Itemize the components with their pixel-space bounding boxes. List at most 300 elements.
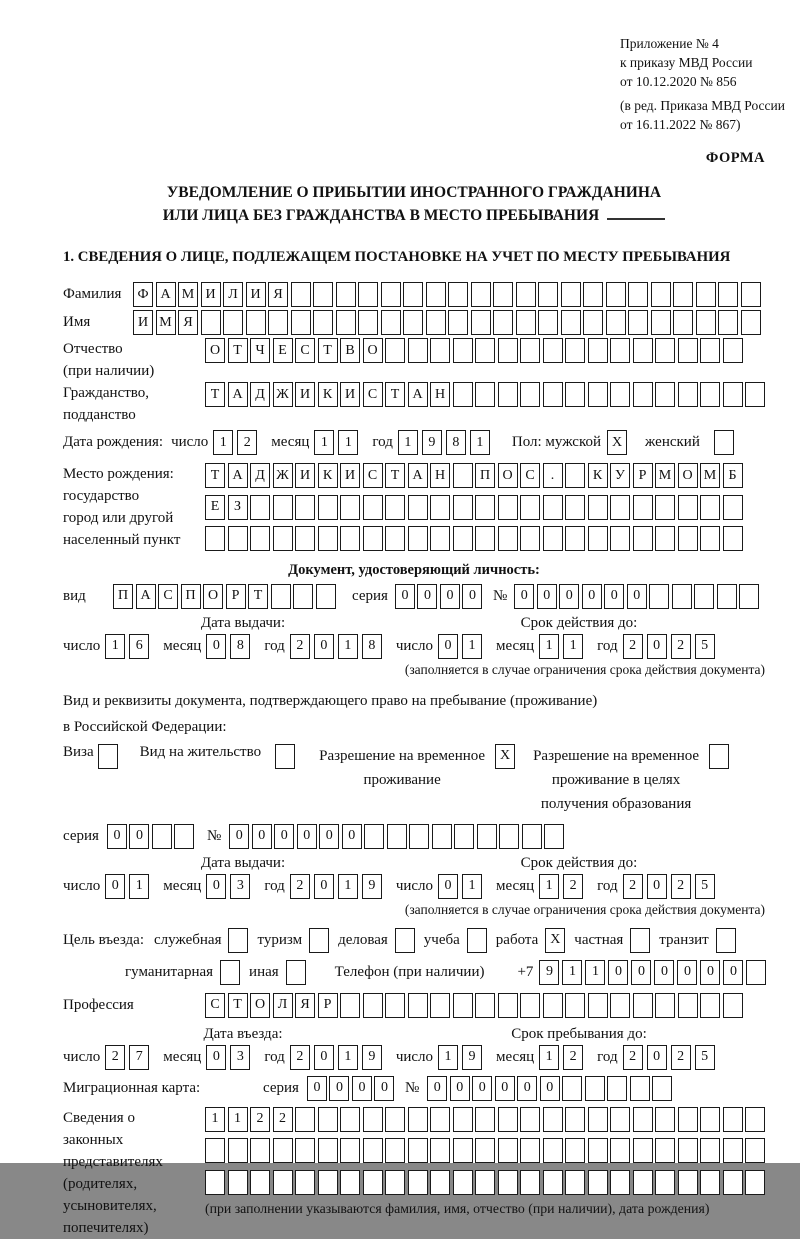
- char-cell[interactable]: [475, 1107, 495, 1132]
- char-cell[interactable]: [588, 526, 608, 551]
- char-cell[interactable]: Л: [223, 282, 243, 307]
- char-cell[interactable]: 2: [105, 1045, 125, 1070]
- char-cell[interactable]: [655, 1138, 675, 1163]
- char-cell[interactable]: [565, 338, 585, 363]
- char-cell[interactable]: 0: [604, 584, 624, 609]
- char-cell[interactable]: [453, 1170, 473, 1195]
- char-cell[interactable]: [520, 526, 540, 551]
- char-cell[interactable]: [543, 495, 563, 520]
- char-cell[interactable]: [228, 526, 248, 551]
- purpose-tourism-checkbox[interactable]: [309, 928, 329, 953]
- char-cell[interactable]: [295, 1170, 315, 1195]
- char-cell[interactable]: [430, 526, 450, 551]
- char-cell[interactable]: 0: [314, 874, 334, 899]
- char-cell[interactable]: С: [363, 382, 383, 407]
- char-cell[interactable]: 0: [700, 960, 720, 985]
- char-cell[interactable]: [520, 993, 540, 1018]
- char-cell[interactable]: Ф: [133, 282, 153, 307]
- char-cell[interactable]: Т: [228, 993, 248, 1018]
- sex-male-checkbox[interactable]: X: [607, 430, 627, 455]
- char-cell[interactable]: [498, 382, 518, 407]
- char-cell[interactable]: [633, 1138, 653, 1163]
- char-cell[interactable]: [387, 824, 407, 849]
- char-cell[interactable]: [633, 495, 653, 520]
- char-cell[interactable]: [633, 993, 653, 1018]
- char-cell[interactable]: 0: [450, 1076, 470, 1101]
- char-cell[interactable]: Р: [633, 463, 653, 488]
- char-cell[interactable]: 0: [440, 584, 460, 609]
- char-cell[interactable]: [475, 495, 495, 520]
- char-cell[interactable]: Т: [385, 463, 405, 488]
- char-cell[interactable]: К: [318, 463, 338, 488]
- char-cell[interactable]: [543, 1107, 563, 1132]
- char-cell[interactable]: [273, 495, 293, 520]
- char-cell[interactable]: [408, 1170, 428, 1195]
- char-cell[interactable]: П: [113, 584, 133, 609]
- char-cell[interactable]: [700, 1107, 720, 1132]
- char-cell[interactable]: [291, 282, 311, 307]
- char-cell[interactable]: [498, 338, 518, 363]
- char-cell[interactable]: [678, 526, 698, 551]
- char-cell[interactable]: 2: [563, 1045, 583, 1070]
- char-cell[interactable]: 2: [290, 634, 310, 659]
- purpose-official-checkbox[interactable]: [228, 928, 248, 953]
- char-cell[interactable]: 0: [307, 1076, 327, 1101]
- char-cell[interactable]: 0: [129, 824, 149, 849]
- char-cell[interactable]: [340, 1170, 360, 1195]
- char-cell[interactable]: 1: [129, 874, 149, 899]
- char-cell[interactable]: [430, 993, 450, 1018]
- char-cell[interactable]: Е: [205, 495, 225, 520]
- char-cell[interactable]: 0: [647, 874, 667, 899]
- char-cell[interactable]: [340, 526, 360, 551]
- char-cell[interactable]: А: [408, 382, 428, 407]
- char-cell[interactable]: [520, 1107, 540, 1132]
- char-cell[interactable]: 1: [338, 430, 358, 455]
- char-cell[interactable]: [453, 1107, 473, 1132]
- char-cell[interactable]: Д: [250, 382, 270, 407]
- char-cell[interactable]: [454, 824, 474, 849]
- char-cell[interactable]: 5: [695, 1045, 715, 1070]
- char-cell[interactable]: [408, 1138, 428, 1163]
- char-cell[interactable]: [543, 382, 563, 407]
- char-cell[interactable]: [696, 282, 716, 307]
- char-cell[interactable]: 0: [582, 584, 602, 609]
- char-cell[interactable]: [655, 1107, 675, 1132]
- char-cell[interactable]: 0: [297, 824, 317, 849]
- char-cell[interactable]: [336, 310, 356, 335]
- char-cell[interactable]: [585, 1076, 605, 1101]
- char-cell[interactable]: [152, 824, 172, 849]
- char-cell[interactable]: 1: [539, 874, 559, 899]
- char-cell[interactable]: [453, 338, 473, 363]
- char-cell[interactable]: 2: [623, 874, 643, 899]
- char-cell[interactable]: И: [340, 382, 360, 407]
- char-cell[interactable]: С: [205, 993, 225, 1018]
- char-cell[interactable]: 0: [427, 1076, 447, 1101]
- char-cell[interactable]: 2: [671, 874, 691, 899]
- char-cell[interactable]: 0: [107, 824, 127, 849]
- char-cell[interactable]: Н: [430, 463, 450, 488]
- char-cell[interactable]: [295, 495, 315, 520]
- char-cell[interactable]: [588, 495, 608, 520]
- char-cell[interactable]: [543, 526, 563, 551]
- char-cell[interactable]: 0: [329, 1076, 349, 1101]
- char-cell[interactable]: [700, 495, 720, 520]
- char-cell[interactable]: Е: [273, 338, 293, 363]
- char-cell[interactable]: [385, 1170, 405, 1195]
- char-cell[interactable]: [475, 338, 495, 363]
- char-cell[interactable]: [565, 993, 585, 1018]
- char-cell[interactable]: 0: [559, 584, 579, 609]
- char-cell[interactable]: Т: [248, 584, 268, 609]
- char-cell[interactable]: [520, 495, 540, 520]
- sex-female-checkbox[interactable]: [714, 430, 734, 455]
- char-cell[interactable]: [453, 993, 473, 1018]
- char-cell[interactable]: Т: [205, 382, 225, 407]
- char-cell[interactable]: 9: [362, 874, 382, 899]
- char-cell[interactable]: [678, 495, 698, 520]
- char-cell[interactable]: [250, 495, 270, 520]
- char-cell[interactable]: О: [678, 463, 698, 488]
- char-cell[interactable]: [561, 310, 581, 335]
- char-cell[interactable]: [565, 1138, 585, 1163]
- char-cell[interactable]: 0: [627, 584, 647, 609]
- char-cell[interactable]: [340, 495, 360, 520]
- char-cell[interactable]: 0: [274, 824, 294, 849]
- char-cell[interactable]: [499, 824, 519, 849]
- char-cell[interactable]: С: [520, 463, 540, 488]
- char-cell[interactable]: [588, 993, 608, 1018]
- char-cell[interactable]: [223, 310, 243, 335]
- char-cell[interactable]: С: [363, 463, 383, 488]
- char-cell[interactable]: [408, 1107, 428, 1132]
- char-cell[interactable]: [493, 282, 513, 307]
- char-cell[interactable]: 2: [563, 874, 583, 899]
- char-cell[interactable]: [313, 282, 333, 307]
- char-cell[interactable]: 0: [352, 1076, 372, 1101]
- char-cell[interactable]: О: [363, 338, 383, 363]
- char-cell[interactable]: [610, 993, 630, 1018]
- char-cell[interactable]: Л: [273, 993, 293, 1018]
- char-cell[interactable]: Я: [178, 310, 198, 335]
- char-cell[interactable]: 9: [539, 960, 559, 985]
- char-cell[interactable]: [340, 1107, 360, 1132]
- char-cell[interactable]: [745, 1107, 765, 1132]
- char-cell[interactable]: [174, 824, 194, 849]
- char-cell[interactable]: [363, 1138, 383, 1163]
- char-cell[interactable]: [606, 310, 626, 335]
- char-cell[interactable]: [628, 282, 648, 307]
- char-cell[interactable]: 9: [362, 1045, 382, 1070]
- char-cell[interactable]: [633, 382, 653, 407]
- char-cell[interactable]: [520, 338, 540, 363]
- char-cell[interactable]: 1: [338, 874, 358, 899]
- char-cell[interactable]: [700, 993, 720, 1018]
- char-cell[interactable]: [340, 993, 360, 1018]
- char-cell[interactable]: [543, 338, 563, 363]
- char-cell[interactable]: [493, 310, 513, 335]
- char-cell[interactable]: [588, 1107, 608, 1132]
- char-cell[interactable]: .: [543, 463, 563, 488]
- char-cell[interactable]: [313, 310, 333, 335]
- char-cell[interactable]: [318, 1107, 338, 1132]
- char-cell[interactable]: [520, 1170, 540, 1195]
- char-cell[interactable]: А: [228, 382, 248, 407]
- char-cell[interactable]: [363, 495, 383, 520]
- char-cell[interactable]: 3: [230, 874, 250, 899]
- char-cell[interactable]: [318, 1170, 338, 1195]
- char-cell[interactable]: [363, 993, 383, 1018]
- char-cell[interactable]: [655, 526, 675, 551]
- char-cell[interactable]: З: [228, 495, 248, 520]
- char-cell[interactable]: И: [201, 282, 221, 307]
- char-cell[interactable]: [363, 1107, 383, 1132]
- char-cell[interactable]: [385, 495, 405, 520]
- char-cell[interactable]: [318, 495, 338, 520]
- char-cell[interactable]: [633, 1170, 653, 1195]
- char-cell[interactable]: [498, 1138, 518, 1163]
- char-cell[interactable]: 0: [495, 1076, 515, 1101]
- char-cell[interactable]: [475, 993, 495, 1018]
- char-cell[interactable]: [588, 338, 608, 363]
- char-cell[interactable]: П: [181, 584, 201, 609]
- char-cell[interactable]: 0: [229, 824, 249, 849]
- char-cell[interactable]: [723, 1170, 743, 1195]
- char-cell[interactable]: [228, 1138, 248, 1163]
- char-cell[interactable]: М: [156, 310, 176, 335]
- char-cell[interactable]: Н: [430, 382, 450, 407]
- char-cell[interactable]: [739, 584, 759, 609]
- char-cell[interactable]: 0: [342, 824, 362, 849]
- char-cell[interactable]: 0: [723, 960, 743, 985]
- char-cell[interactable]: 2: [623, 1045, 643, 1070]
- char-cell[interactable]: О: [203, 584, 223, 609]
- char-cell[interactable]: М: [178, 282, 198, 307]
- char-cell[interactable]: [475, 382, 495, 407]
- char-cell[interactable]: 0: [252, 824, 272, 849]
- char-cell[interactable]: [475, 1138, 495, 1163]
- char-cell[interactable]: [610, 1170, 630, 1195]
- char-cell[interactable]: [498, 526, 518, 551]
- char-cell[interactable]: К: [318, 382, 338, 407]
- char-cell[interactable]: [448, 310, 468, 335]
- char-cell[interactable]: [543, 1138, 563, 1163]
- char-cell[interactable]: [246, 310, 266, 335]
- char-cell[interactable]: [273, 1170, 293, 1195]
- char-cell[interactable]: [385, 993, 405, 1018]
- char-cell[interactable]: [565, 382, 585, 407]
- char-cell[interactable]: Ж: [273, 382, 293, 407]
- char-cell[interactable]: [408, 495, 428, 520]
- char-cell[interactable]: Т: [228, 338, 248, 363]
- char-cell[interactable]: [745, 382, 765, 407]
- char-cell[interactable]: [358, 282, 378, 307]
- char-cell[interactable]: [723, 382, 743, 407]
- char-cell[interactable]: 8: [446, 430, 466, 455]
- char-cell[interactable]: [633, 526, 653, 551]
- char-cell[interactable]: [471, 282, 491, 307]
- char-cell[interactable]: 0: [540, 1076, 560, 1101]
- char-cell[interactable]: [471, 310, 491, 335]
- char-cell[interactable]: 0: [462, 584, 482, 609]
- char-cell[interactable]: С: [158, 584, 178, 609]
- char-cell[interactable]: [291, 310, 311, 335]
- purpose-study-checkbox[interactable]: [467, 928, 487, 953]
- char-cell[interactable]: 1: [205, 1107, 225, 1132]
- char-cell[interactable]: [403, 282, 423, 307]
- char-cell[interactable]: [610, 1107, 630, 1132]
- char-cell[interactable]: [565, 463, 585, 488]
- char-cell[interactable]: И: [133, 310, 153, 335]
- char-cell[interactable]: 0: [395, 584, 415, 609]
- char-cell[interactable]: [700, 382, 720, 407]
- char-cell[interactable]: [201, 310, 221, 335]
- char-cell[interactable]: 0: [647, 634, 667, 659]
- char-cell[interactable]: В: [340, 338, 360, 363]
- char-cell[interactable]: [318, 526, 338, 551]
- char-cell[interactable]: [672, 584, 692, 609]
- char-cell[interactable]: [453, 1138, 473, 1163]
- char-cell[interactable]: А: [228, 463, 248, 488]
- char-cell[interactable]: [453, 495, 473, 520]
- char-cell[interactable]: У: [610, 463, 630, 488]
- residence-permit-checkbox[interactable]: [275, 744, 295, 769]
- char-cell[interactable]: [588, 382, 608, 407]
- char-cell[interactable]: [228, 1170, 248, 1195]
- char-cell[interactable]: 0: [647, 1045, 667, 1070]
- char-cell[interactable]: [717, 584, 737, 609]
- char-cell[interactable]: 2: [290, 1045, 310, 1070]
- char-cell[interactable]: 1: [539, 1045, 559, 1070]
- char-cell[interactable]: [588, 1138, 608, 1163]
- char-cell[interactable]: Д: [250, 463, 270, 488]
- char-cell[interactable]: [538, 310, 558, 335]
- char-cell[interactable]: 1: [462, 874, 482, 899]
- char-cell[interactable]: [408, 338, 428, 363]
- char-cell[interactable]: Я: [295, 993, 315, 1018]
- char-cell[interactable]: [408, 993, 428, 1018]
- char-cell[interactable]: [700, 1138, 720, 1163]
- char-cell[interactable]: [723, 1107, 743, 1132]
- char-cell[interactable]: 1: [338, 634, 358, 659]
- char-cell[interactable]: 0: [314, 634, 334, 659]
- char-cell[interactable]: 0: [537, 584, 557, 609]
- char-cell[interactable]: [588, 1170, 608, 1195]
- char-cell[interactable]: [561, 282, 581, 307]
- char-cell[interactable]: [336, 282, 356, 307]
- char-cell[interactable]: 1: [562, 960, 582, 985]
- char-cell[interactable]: [522, 824, 542, 849]
- char-cell[interactable]: [700, 338, 720, 363]
- char-cell[interactable]: [448, 282, 468, 307]
- char-cell[interactable]: [516, 282, 536, 307]
- char-cell[interactable]: [477, 824, 497, 849]
- char-cell[interactable]: [544, 824, 564, 849]
- char-cell[interactable]: А: [408, 463, 428, 488]
- char-cell[interactable]: [607, 1076, 627, 1101]
- char-cell[interactable]: [381, 282, 401, 307]
- char-cell[interactable]: [403, 310, 423, 335]
- char-cell[interactable]: [205, 1170, 225, 1195]
- char-cell[interactable]: М: [655, 463, 675, 488]
- char-cell[interactable]: 2: [623, 634, 643, 659]
- char-cell[interactable]: [430, 495, 450, 520]
- char-cell[interactable]: [633, 1107, 653, 1132]
- char-cell[interactable]: [565, 1107, 585, 1132]
- char-cell[interactable]: 1: [438, 1045, 458, 1070]
- char-cell[interactable]: [385, 526, 405, 551]
- char-cell[interactable]: 2: [273, 1107, 293, 1132]
- char-cell[interactable]: [723, 338, 743, 363]
- char-cell[interactable]: [678, 338, 698, 363]
- char-cell[interactable]: [628, 310, 648, 335]
- char-cell[interactable]: [316, 584, 336, 609]
- char-cell[interactable]: [610, 1138, 630, 1163]
- char-cell[interactable]: [268, 310, 288, 335]
- char-cell[interactable]: 1: [462, 634, 482, 659]
- char-cell[interactable]: [363, 526, 383, 551]
- char-cell[interactable]: [673, 310, 693, 335]
- char-cell[interactable]: 0: [314, 1045, 334, 1070]
- char-cell[interactable]: [385, 1138, 405, 1163]
- char-cell[interactable]: [678, 1170, 698, 1195]
- char-cell[interactable]: 2: [671, 1045, 691, 1070]
- char-cell[interactable]: М: [700, 463, 720, 488]
- purpose-business-checkbox[interactable]: [395, 928, 415, 953]
- char-cell[interactable]: [250, 1138, 270, 1163]
- char-cell[interactable]: О: [205, 338, 225, 363]
- visa-checkbox[interactable]: [98, 744, 118, 769]
- char-cell[interactable]: 0: [206, 1045, 226, 1070]
- char-cell[interactable]: Р: [318, 993, 338, 1018]
- char-cell[interactable]: 1: [585, 960, 605, 985]
- char-cell[interactable]: 0: [517, 1076, 537, 1101]
- char-cell[interactable]: [205, 526, 225, 551]
- char-cell[interactable]: [520, 1138, 540, 1163]
- char-cell[interactable]: 9: [462, 1045, 482, 1070]
- char-cell[interactable]: [430, 338, 450, 363]
- char-cell[interactable]: [498, 1107, 518, 1132]
- char-cell[interactable]: [655, 338, 675, 363]
- char-cell[interactable]: [295, 1138, 315, 1163]
- char-cell[interactable]: [205, 1138, 225, 1163]
- char-cell[interactable]: Б: [723, 463, 743, 488]
- char-cell[interactable]: О: [250, 993, 270, 1018]
- char-cell[interactable]: [250, 526, 270, 551]
- char-cell[interactable]: 0: [206, 634, 226, 659]
- char-cell[interactable]: [562, 1076, 582, 1101]
- char-cell[interactable]: 0: [472, 1076, 492, 1101]
- char-cell[interactable]: [293, 584, 313, 609]
- char-cell[interactable]: 0: [319, 824, 339, 849]
- char-cell[interactable]: 0: [631, 960, 651, 985]
- char-cell[interactable]: [475, 1170, 495, 1195]
- char-cell[interactable]: 0: [608, 960, 628, 985]
- char-cell[interactable]: [271, 584, 291, 609]
- char-cell[interactable]: [498, 993, 518, 1018]
- char-cell[interactable]: [696, 310, 716, 335]
- char-cell[interactable]: [430, 1107, 450, 1132]
- char-cell[interactable]: [318, 1138, 338, 1163]
- char-cell[interactable]: [633, 338, 653, 363]
- char-cell[interactable]: [678, 993, 698, 1018]
- char-cell[interactable]: [678, 382, 698, 407]
- char-cell[interactable]: [565, 1170, 585, 1195]
- char-cell[interactable]: [610, 526, 630, 551]
- purpose-private-checkbox[interactable]: [630, 928, 650, 953]
- char-cell[interactable]: И: [295, 382, 315, 407]
